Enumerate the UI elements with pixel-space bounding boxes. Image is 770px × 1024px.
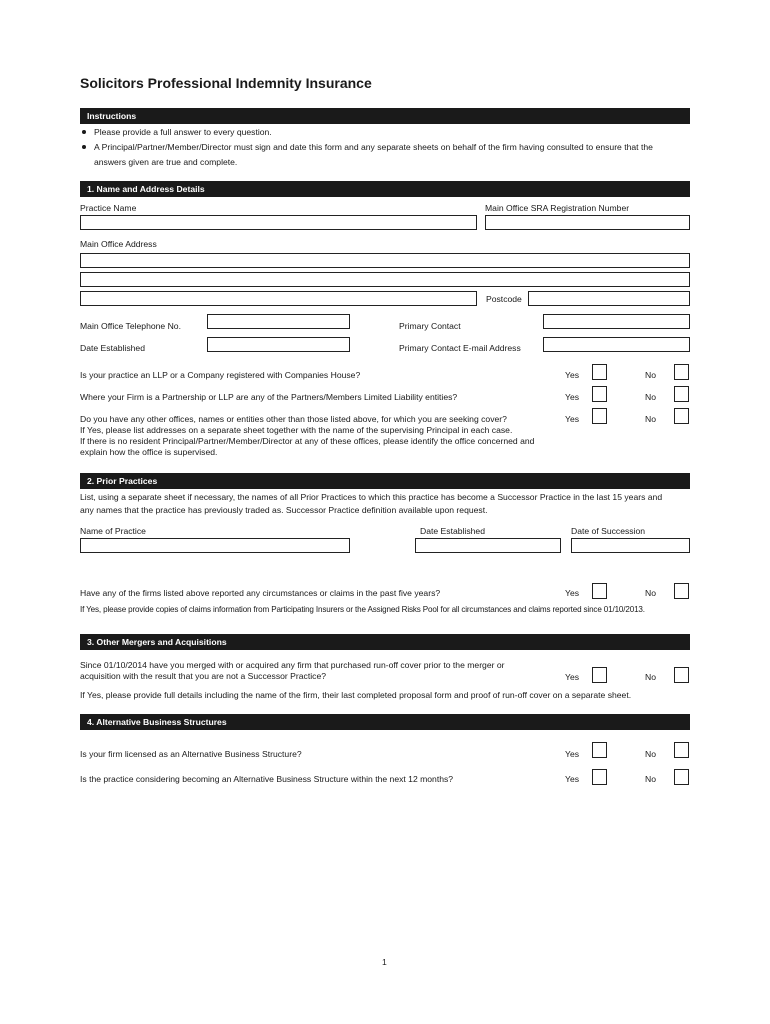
other-offices-no-checkbox[interactable]: [674, 408, 689, 424]
practice-name-label: Practice Name: [80, 203, 137, 213]
date-of-succession-label: Date of Succession: [571, 526, 646, 536]
instruction-item: A Principal/Partner/Member/Director must sign and date this form and any separate sheets on behalf of the firm having consulted to ensure that the: [94, 142, 653, 152]
date-of-succession-input[interactable]: [571, 538, 690, 553]
no-label: No: [645, 672, 656, 682]
no-label: No: [645, 749, 656, 759]
yes-label: Yes: [565, 392, 580, 402]
address-line2-input[interactable]: [80, 272, 690, 287]
prior-practices-intro: List, using a separate sheet if necessary, the names of all Prior Practices to which this practice has become a Successor Practice in the last 15 years and: [80, 492, 663, 502]
other-offices-note: explain how the office is supervised.: [80, 447, 218, 457]
partnership-no-checkbox[interactable]: [674, 386, 689, 402]
yes-label: Yes: [565, 588, 580, 598]
yes-label: Yes: [565, 749, 580, 759]
section3-header: 3. Other Mergers and Acquisitions: [80, 634, 690, 650]
llp-question: Is your practice an LLP or a Company registered with Companies House?: [80, 370, 361, 380]
section4-header: 4. Alternative Business Structures: [80, 714, 690, 730]
abs-licensed-yes-checkbox[interactable]: [592, 742, 607, 758]
date-established-input[interactable]: [207, 337, 350, 352]
instructions-header: Instructions: [80, 108, 690, 124]
postcode-input[interactable]: [528, 291, 690, 306]
primary-contact-label: Primary Contact: [399, 321, 461, 331]
date-established-label: Date Established: [420, 526, 485, 536]
claims-no-checkbox[interactable]: [674, 583, 689, 599]
sra-number-label: Main Office SRA Registration Number: [485, 203, 630, 213]
merger-question: acquisition with the result that you are not a Successor Practice?: [80, 671, 327, 681]
no-label: No: [645, 392, 656, 402]
claims-yes-checkbox[interactable]: [592, 583, 607, 599]
primary-email-label: Primary Contact E-mail Address: [399, 343, 521, 353]
merger-yes-checkbox[interactable]: [592, 667, 607, 683]
abs-licensed-no-checkbox[interactable]: [674, 742, 689, 758]
address-line3-input[interactable]: [80, 291, 477, 306]
telephone-label: Main Office Telephone No.: [80, 321, 181, 331]
llp-yes-checkbox[interactable]: [592, 364, 607, 380]
no-label: No: [645, 588, 656, 598]
address-label: Main Office Address: [80, 239, 157, 249]
partnership-question: Where your Firm is a Partnership or LLP are any of the Partners/Members Limited Liability entities?: [80, 392, 458, 402]
partnership-yes-checkbox[interactable]: [592, 386, 607, 402]
yes-label: Yes: [565, 370, 580, 380]
name-of-practice-label: Name of Practice: [80, 526, 146, 536]
primary-contact-input[interactable]: [543, 314, 690, 329]
llp-no-checkbox[interactable]: [674, 364, 689, 380]
instruction-item: Please provide a full answer to every question.: [94, 127, 272, 137]
abs-considering-question: Is the practice considering becoming an Alternative Business Structure within the next 12 months?: [80, 774, 454, 784]
date-established-label: Date Established: [80, 343, 145, 353]
prior-practice-name-input[interactable]: [80, 538, 350, 553]
other-offices-question: Do you have any other offices, names or entities other than those listed above, for which you are seeking cover?: [80, 414, 507, 424]
page-number: 1: [382, 957, 387, 967]
abs-considering-yes-checkbox[interactable]: [592, 769, 607, 785]
yes-label: Yes: [565, 774, 580, 784]
merger-question: Since 01/10/2014 have you merged with or acquired any firm that purchased run-off cover prior to the merger or: [80, 660, 505, 670]
practice-name-input[interactable]: [80, 215, 477, 230]
yes-label: Yes: [565, 414, 580, 424]
no-label: No: [645, 370, 656, 380]
prior-practices-intro: any names that the practice has previously traded as. Successor Practice definition available upon request.: [80, 505, 488, 515]
claims-note: If Yes, please provide copies of claims information from Participating Insurers or the Assigned Risks Pool for all circumstances and claims reported since 01/10/2013.: [80, 605, 645, 614]
other-offices-note: If there is no resident Principal/Partner/Member/Director at any of these offices, please identify the office concerned and: [80, 436, 535, 446]
section2-header: 2. Prior Practices: [80, 473, 690, 489]
address-line1-input[interactable]: [80, 253, 690, 268]
bullet-icon: [82, 130, 86, 134]
prior-practice-date-input[interactable]: [415, 538, 561, 553]
postcode-label: Postcode: [486, 294, 522, 304]
no-label: No: [645, 774, 656, 784]
no-label: No: [645, 414, 656, 424]
other-offices-yes-checkbox[interactable]: [592, 408, 607, 424]
bullet-icon: [82, 145, 86, 149]
primary-email-input[interactable]: [543, 337, 690, 352]
other-offices-note: If Yes, please list addresses on a separate sheet together with the name of the supervising Principal in each case.: [80, 425, 513, 435]
abs-licensed-question: Is your firm licensed as an Alternative Business Structure?: [80, 749, 302, 759]
section1-header: 1. Name and Address Details: [80, 181, 690, 197]
yes-label: Yes: [565, 672, 580, 682]
sra-number-input[interactable]: [485, 215, 690, 230]
abs-considering-no-checkbox[interactable]: [674, 769, 689, 785]
merger-no-checkbox[interactable]: [674, 667, 689, 683]
instruction-item: answers given are true and complete.: [94, 157, 238, 167]
telephone-input[interactable]: [207, 314, 350, 329]
page-title: Solicitors Professional Indemnity Insurance: [80, 75, 372, 91]
merger-note: If Yes, please provide full details including the name of the firm, their last completed proposal form and proof of run-off cover on a separate sheet.: [80, 690, 632, 700]
claims-question: Have any of the firms listed above reported any circumstances or claims in the past five years?: [80, 588, 441, 598]
